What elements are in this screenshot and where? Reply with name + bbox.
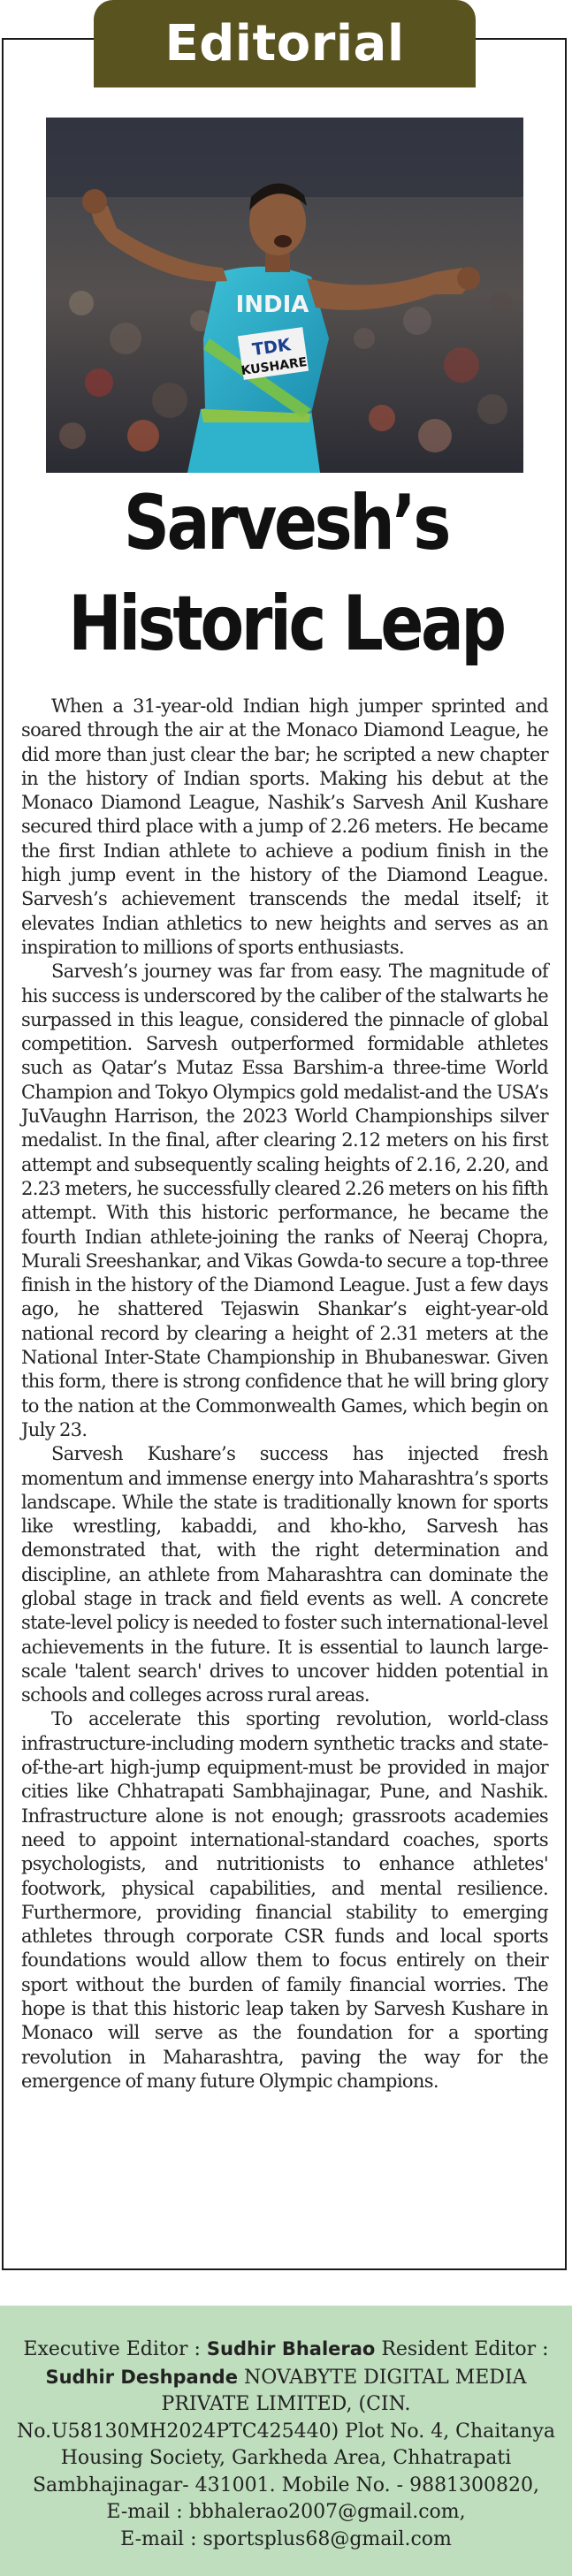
bib-name: KUSHARE <box>240 354 309 379</box>
email-secondary: E-mail : sportsplus68@gmail.com <box>120 2527 452 2550</box>
resident-editor-label: Resident Editor : <box>375 2338 549 2360</box>
headline-line-1: Sarvesh’s <box>123 479 449 567</box>
article-body <box>21 695 548 2093</box>
athlete-photo <box>46 118 523 473</box>
bib-sponsor: TDK <box>250 335 293 361</box>
imprint-footer <box>0 2306 572 2576</box>
exec-editor-label: Executive Editor : <box>23 2338 207 2360</box>
email-primary: E-mail : bbhalerao2007@gmail.com, <box>106 2501 466 2523</box>
publisher-info: NOVABYTE DIGITAL MEDIA PRIVATE LIMITED, (CIN. No.U58130MH2024PTC425440) Plot No. 4, Chaitanya Housing Society, Garkheda Area, Chhatrapati Sambhajinagar- 431001. Mobile No. - 9881300820, <box>16 2366 556 2496</box>
article-paragraph: To accelerate this sporting revolution, world-class infrastructure-including modern synthetic tracks and state-of-the-art high-jump equipment-must be provided in major cities like Chhatrapati Sambhajinagar, Pune, and Nashik. Infrastructure alone is not enough; grassroots academies need to appoint international-standard coaches, sports psychologists, and nutritionists to enhance athletes' footwork, physical capabilities, and mental resilience. Furthermore, providing financial stability to emerging athletes through corporate CSR funds and local sports foundations would allow them to focus entirely on their sport without the burden of family financial worries. The hope is that this historic leap taken by Sarvesh Kushare in Monaco will serve as the foundation for a sporting revolution in Maharashtra, paving the way for the emergence of many future Olympic champions. <box>21 1708 548 2092</box>
article-paragraph: Sarvesh Kushare’s success has injected fresh momentum and immense energy into Maharashtra’s sports landscape. While the state is traditionally known for sports like wrestling, kabaddi, and kho-kho, Sarvesh has demonstrated that, with the right determination and discipline, an athlete from Maharashtra can dominate the global stage in track and field events as well. A concrete state-level policy is needed to foster such international-level achievements in the future. It is essential to launch large-scale 'talent search' drives to uncover hidden potential in schools and colleges across rural areas. <box>21 1443 548 1706</box>
section-header-label: Editorial <box>164 15 405 72</box>
headline <box>61 473 512 674</box>
resident-editor-name: Sudhir Deshpande <box>45 2366 238 2388</box>
exec-editor-name: Sudhir Bhalerao <box>206 2338 376 2359</box>
headline-line-2: Historic Leap <box>68 580 504 668</box>
imprint-text <box>16 2336 556 2553</box>
jersey-country: INDIA <box>235 292 309 318</box>
article-paragraph: When a 31-year-old Indian high jumper sprinted and soared through the air at the Monaco Diamond League, he did more than just clear the bar; he scripted a new chapter in the history of Indian sports. Making his debut at the Monaco Diamond League, Nashik’s Sarvesh Anil Kushare secured third place with a jump of 2.26 meters. He became the first Indian athlete to achieve a podium finish in the high jump event in the history of the Diamond League. Sarvesh’s achievement transcends the medal itself; it elevates Indian athletics to new heights and serves as an inspiration to millions of sports enthusiasts. <box>21 695 548 958</box>
section-header-tab <box>94 0 476 87</box>
article-paragraph: Sarvesh’s journey was far from easy. The magnitude of his success is underscored by the caliber of the stalwarts he surpassed in this league, considered the pinnacle of global competition. Sarvesh outperformed formidable athletes such as Qatar’s Mutaz Essa Barshim-a three-time World Champion and Tokyo Olympics gold medalist-and the USA’s JuVaughn Harrison, the 2023 World Championships silver medalist. In the final, after clearing 2.12 meters on his first attempt and subsequently scaling heights of 2.16, 2.20, and 2.23 meters, he successfully cleared 2.26 meters on his fifth attempt. With this historic performance, he became the fourth Indian athlete-joining the ranks of Neeraj Chopra, Murali Sreeshankar, and Vikas Gowda-to secure a top-three finish in the history of the Diamond League. Just a few days ago, he shattered Tejaswin Shankar’s eight-year-old national record by clearing a height of 2.31 meters at the National Inter-State Championship in Bhubaneswar. Given this form, there is strong confidence that he will bring glory to the nation at the Commonwealth Games, which begin on July 23. <box>21 961 548 1440</box>
